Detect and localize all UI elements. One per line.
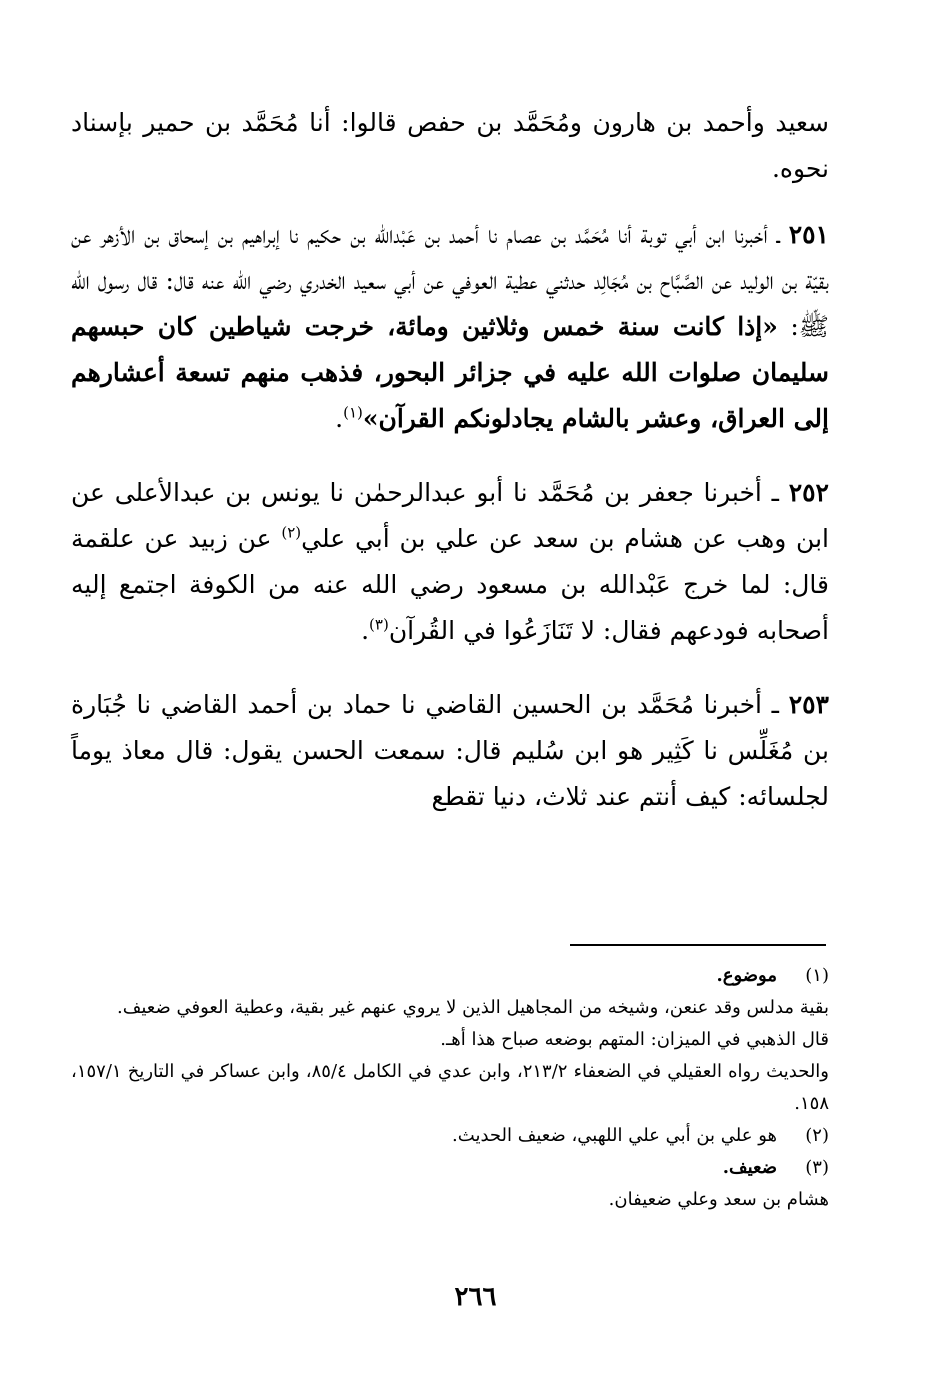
hadith-chain: ـ أخبرنا مُحَمَّد بن الحسين القاضي نا حماد بن أحمد القاضي نا جُبَارة بن مُغَلِّس نا كَثِير هو ابن سُليم قال: سمعت الحسن يقول: قال معاذ يوماً لجلسائه: كيف أنتم عند ثلاث، دنيا تقطع <box>71 690 829 811</box>
footnote-1 <box>71 960 829 992</box>
footnote-grade: موضوع. <box>716 965 777 986</box>
main-text <box>71 100 829 848</box>
footnote-ref[interactable]: (١) <box>343 403 363 422</box>
hadith-matn: «إذا كانت سنة خمس وثلاثين ومائة، خرجت شياطين كان حبسهم سليمان صلوات الله عليه في جزائر البحور، فذهب منهم تسعة أعشارهم إلى العراق، وعشر بالشام يجادلونكم القرآن» <box>71 312 829 433</box>
punctuation: . <box>361 616 370 645</box>
footnote-ref[interactable]: (٣) <box>369 615 389 634</box>
footnote-line: هو علي بن أبي علي اللهبي، ضعيف الحديث. <box>452 1125 777 1146</box>
footnote-marker: (١) <box>805 965 829 986</box>
footnote-line: قال الذهبي في الميزان: المتهم بوضعه صباح هذا أهـ. <box>440 1029 829 1050</box>
footnote-ref[interactable]: (٢) <box>281 523 302 542</box>
hadith-number: ٢٥١ <box>788 220 829 249</box>
footnote-marker: (٢) <box>805 1125 829 1146</box>
footnote-marker: (٣) <box>805 1157 829 1178</box>
footnote-grade: ضعيف. <box>722 1157 777 1178</box>
hadith-chain: ـ أخبرنا جعفر بن مُحَمَّد نا أبو عبدالرحمٰن نا يونس بن عبدالأعلى عن ابن وهب عن هشام بن سعد عن علي بن أبي علي <box>71 478 829 553</box>
footnote-divider <box>570 944 826 946</box>
paragraph-continuation <box>71 100 829 192</box>
footnote-line: والحديث رواه العقيلي في الضعفاء ٢١٣/٢، وابن عدي في الكامل ٨٥/٤، وابن عساكر في التاريخ ١٥٧/١، ١٥٨. <box>71 1061 829 1114</box>
hadith-text: عن زبيد عن علقمة قال: لما خرج عَبْدالله بن مسعود رضي الله عنه من الكوفة اجتمع إليه أصحابه فودعهم فقال: لا تَنَازَعُوا في القُرآن <box>71 524 829 645</box>
footnotes <box>71 960 829 1216</box>
footnote-line: بقية مدلس وقد عنعن، وشيخه من المجاهيل الذين لا يروي عنهم غير بقية، وعطية العوفي ضعيف. <box>116 997 829 1018</box>
footnote-2 <box>71 1120 829 1152</box>
punctuation: . <box>335 404 344 433</box>
footnote-3 <box>71 1152 829 1184</box>
paragraph-text: سعيد وأحمد بن هارون ومُحَمَّد بن حفص قالوا: أنا مُحَمَّد بن حمير بإسناد نحوه. <box>71 108 829 183</box>
footnote-line: هشام بن سعد وعلي ضعيفان. <box>608 1189 829 1210</box>
hadith-252 <box>71 470 829 654</box>
page-number: ٢٦٦ <box>454 1282 497 1312</box>
hadith-number: ٢٥٣ <box>788 690 829 719</box>
hadith-chain: ـ أخبرنا ابن أبي توبة أنا مُحَمَّد بن عصام نا أحمد بن عَبْدالله بن حكيم نا إبراهيم بن إسحاق بن الأزهر عن بقيّة بن الوليد عن الصَّبَّاح بن مُجَالِد حدثني عطية العوفي عن أبي سعيد الخدري رضي الله عنه قال: قال رسول الله ﷺ: <box>71 220 829 341</box>
hadith-251 <box>71 212 829 442</box>
hadith-253 <box>71 682 829 820</box>
hadith-number: ٢٥٢ <box>788 478 829 507</box>
